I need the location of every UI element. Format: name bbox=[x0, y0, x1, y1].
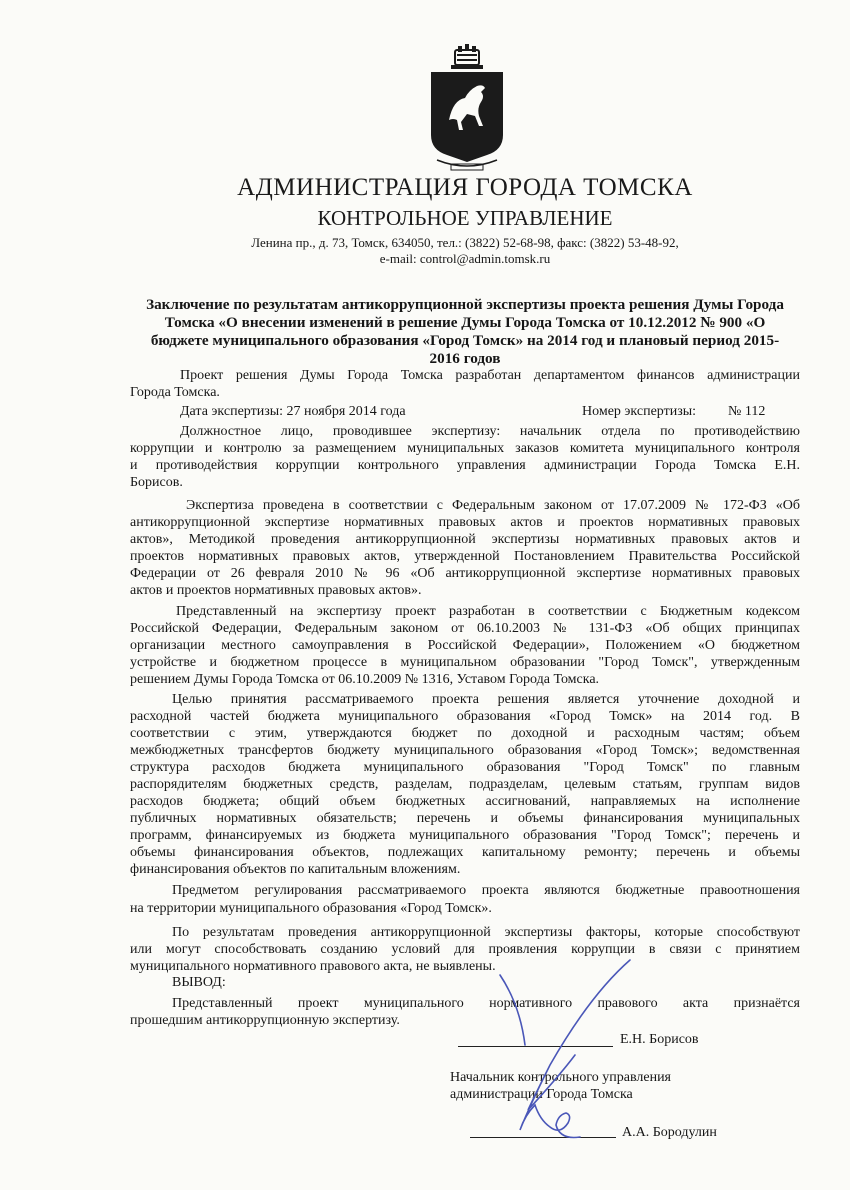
official-line: и противодействия коррупции контрольного управления администрации Города Томска Е.Н. bbox=[130, 458, 800, 473]
subject-line: на территории муниципального образования «Город Томск». bbox=[130, 901, 492, 916]
subject-line: Предметом регулирования рассматриваемого проекта являются бюджетные правоотношения bbox=[172, 883, 800, 898]
purpose-line: расходов бюджета; общий объем бюджетных ассигнований, направляемых на исполнение bbox=[130, 794, 800, 809]
basis-line: актов и проектов нормативных правовых актов». bbox=[130, 583, 422, 598]
handwritten-signature-icon bbox=[440, 955, 690, 1155]
legal-basis-line: Представленный на экспертизу проект разработан в соответствии с Бюджетным кодексом bbox=[176, 604, 800, 619]
title-line: 2016 годов bbox=[429, 350, 501, 367]
purpose-line: структура расходов бюджета муниципального образования "Город Томск" по главным bbox=[130, 760, 800, 775]
tomsk-coat-of-arms-icon bbox=[427, 40, 507, 175]
expertise-number-label: Номер экспертизы: bbox=[582, 404, 697, 419]
basis-line: Экспертиза проведена в соответствии с Федеральным законом от 17.07.2009 № 172-ФЗ «Об bbox=[186, 498, 800, 513]
official-line: Борисов. bbox=[130, 475, 183, 490]
purpose-line: соответствии с этим, утверждаются бюджет по доходной и расходным частям; объем bbox=[130, 726, 800, 741]
result-line: муниципального нормативного правового акта, не выявлены. bbox=[130, 959, 496, 974]
legal-basis-line: решением Думы Города Томска от 06.10.2009 № 1316, Уставом Города Томска. bbox=[130, 672, 600, 687]
purpose-line: объемы финансирования объектов, подлежащих капитальному ремонту; перечень и объемы bbox=[130, 845, 800, 860]
dept-title: КОНТРОЛЬНОЕ УПРАВЛЕНИЕ bbox=[317, 206, 613, 230]
title-line: бюджете муниципального образования «Город Томск» на 2014 год и плановый период 2015- bbox=[150, 332, 780, 349]
intro-line: Города Томска. bbox=[130, 385, 220, 400]
purpose-line: распорядителям бюджетных средств, разделам, подразделам, целевым статьям, группам видов bbox=[130, 777, 800, 792]
legal-basis-line: устройстве и бюджетном процессе в муниципальном образовании "Город Томск", утвержденным bbox=[130, 655, 800, 670]
official-line: Должностное лицо, проводившее экспертизу: начальник отдела по противодействию bbox=[180, 424, 800, 439]
basis-line: актов», Методикой проведения антикоррупционной экспертизы нормативных правовых актов и bbox=[130, 532, 800, 547]
official-line: коррупции и контролю за размещением муниципальных заказов комитета муниципального контроля bbox=[130, 441, 800, 456]
conclusion-label: ВЫВОД: bbox=[172, 975, 226, 990]
title-line: Томска «О внесении изменений в решение Думы Города Томска от 10.12.2012 № 900 «О bbox=[164, 314, 766, 331]
conclusion-line: Представленный проект муниципального нормативного правового акта признаётся bbox=[172, 996, 800, 1011]
org-title: АДМИНИСТРАЦИЯ ГОРОДА ТОМСКА bbox=[237, 174, 693, 201]
expertise-date: Дата экспертизы: 27 ноября 2014 года bbox=[180, 404, 406, 419]
expertise-number: № 112 bbox=[728, 404, 766, 419]
purpose-line: межбюджетных трансфертов бюджету муниципального образования «Город Томск»; ведомственная bbox=[130, 743, 800, 758]
address: Ленина пр., д. 73, Томск, 634050, тел.: (3822) 52-68-98, факс: (3822) 53-48-92, bbox=[251, 235, 679, 250]
title-line: Заключение по результатам антикоррупционной экспертизы проекта решения Думы Города bbox=[146, 296, 784, 313]
basis-line: проектов нормативных правовых актов, утвержденной Постановлением Правительства Российской bbox=[130, 549, 800, 564]
head-name: А.А. Бородулин bbox=[622, 1125, 717, 1140]
legal-basis-line: организации местного самоуправления в Российской Федерации», Положением «О бюджетном bbox=[130, 638, 800, 653]
conclusion-line: прошедшим антикоррупционную экспертизу. bbox=[130, 1013, 400, 1028]
head-position: администрации Города Томска bbox=[450, 1087, 633, 1102]
result-line: По результатам проведения антикоррупционной экспертизы факторы, которые способствуют bbox=[172, 925, 800, 940]
head-position: Начальник контрольного управления bbox=[450, 1070, 671, 1085]
purpose-line: программ, финансируемых из бюджета муниципального образования "Город Томск"; перечень и bbox=[130, 828, 800, 843]
legal-basis-line: Российской Федерации, Федеральным законом от 06.10.2003 № 131-ФЗ «Об общих принципах bbox=[130, 621, 800, 636]
expert-name: Е.Н. Борисов bbox=[620, 1032, 699, 1047]
basis-line: антикоррупционной экспертизе нормативных правовых актов и проектов нормативных правовых bbox=[130, 515, 800, 530]
intro-line: Проект решения Думы Города Томска разработан департаментом финансов администрации bbox=[180, 368, 800, 383]
basis-line: Федерации от 26 февраля 2010 № 96 «Об антикоррупционной экспертизе нормативных правовых bbox=[130, 566, 800, 581]
purpose-line: расходной частей бюджета муниципального образования «Город Томск» на 2014 год. В bbox=[130, 709, 800, 724]
purpose-line: публичных нормативных обязательств; перечень и объемы финансирования муниципальных bbox=[130, 811, 800, 826]
result-line: или могут способствовать созданию условий для проявления коррупции в связи с принятием bbox=[130, 942, 800, 957]
email: e-mail: control@admin.tomsk.ru bbox=[379, 251, 551, 266]
purpose-line: Целью принятия рассматриваемого проекта решения является уточнение доходной и bbox=[172, 692, 800, 707]
document-title bbox=[130, 296, 800, 368]
purpose-line: финансирования объектов по капитальным вложениям. bbox=[130, 862, 461, 877]
